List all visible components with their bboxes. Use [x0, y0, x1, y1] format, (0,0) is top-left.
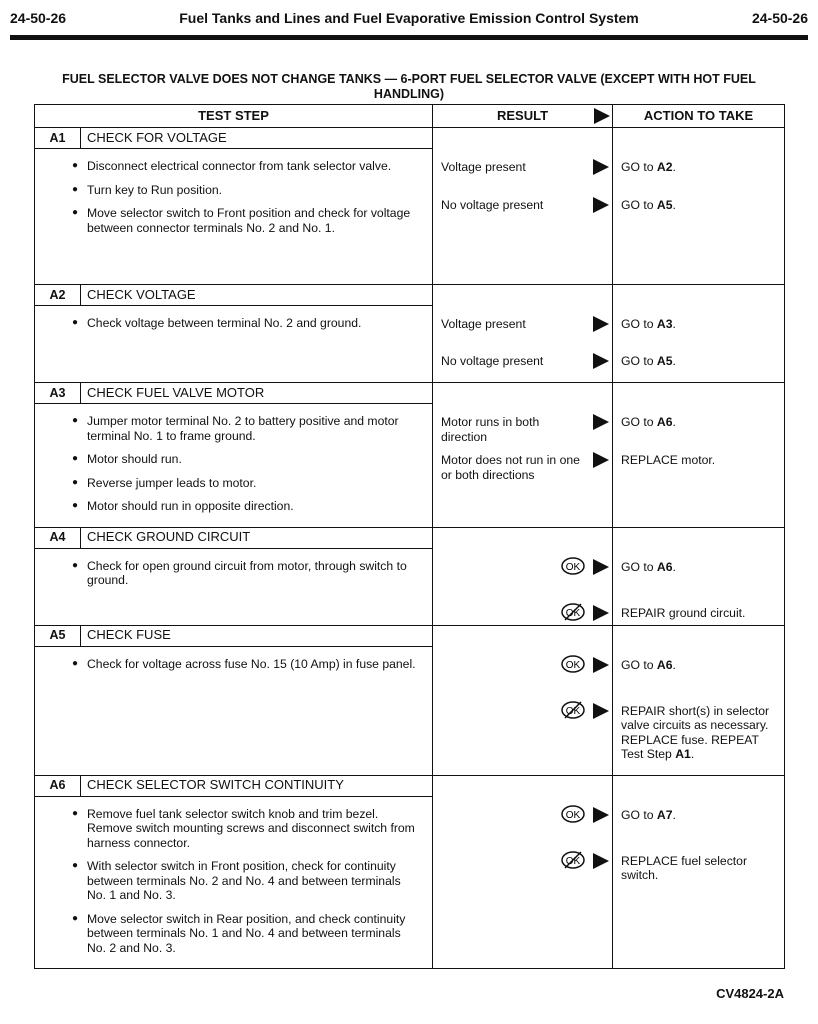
step-instruction: ● Check for voltage across fuse No. 15 (10 Amp) in fuse panel. [87, 657, 420, 672]
action-text [621, 453, 776, 468]
result-text: Voltage present [441, 317, 526, 331]
arrow-icon [593, 353, 609, 369]
col-result [433, 105, 613, 128]
action-text-main: REPAIR short(s) in selector valve circuits as necessary. REPLACE fuse. REPEAT Test Step [621, 703, 770, 761]
action-cell [613, 383, 785, 528]
step-body [35, 306, 433, 383]
action-text-main: GO to [621, 198, 657, 212]
step-instruction: ● Motor should run in opposite direction. [87, 499, 420, 514]
action-text [621, 354, 776, 369]
page-number-right: 24-50-26 [751, 10, 808, 26]
step-instruction: ● Remove fuel tank selector switch knob and trim bezel. Remove switch mounting screws and disconnect switch from harness connector. [87, 807, 420, 851]
step-instruction: ● Check for open ground circuit from motor, through switch to ground. [87, 559, 420, 588]
step-title: CHECK VOLTAGE [81, 285, 433, 306]
header-rule [10, 35, 808, 40]
svg-text:OK: OK [565, 659, 581, 671]
result-text: No voltage present [441, 354, 544, 368]
step-title: CHECK GROUND CIRCUIT [81, 527, 433, 548]
action-text-main: GO to [621, 415, 657, 429]
action-text [621, 160, 776, 175]
step-instruction: ● Motor should run. [87, 452, 420, 467]
page-header [10, 10, 808, 32]
step-id: A6 [35, 775, 81, 796]
ok-icon [561, 655, 585, 673]
step-body [35, 796, 433, 969]
section-title: FUEL SELECTOR VALVE DOES NOT CHANGE TANKS — 6-PORT FUEL SELECTOR VALVE (EXCEPT WITH HOT FUEL HANDLING) [62, 72, 756, 101]
action-text-main: GO to [621, 160, 657, 174]
action-text-main: REPLACE fuel selector switch. [621, 853, 748, 882]
test-step-table [34, 104, 785, 969]
result-text: Motor does not run in one or both directions [441, 453, 580, 482]
step-header-row [35, 128, 785, 149]
action-step-ref: A6 [656, 657, 673, 672]
svg-text:OK: OK [565, 855, 581, 867]
arrow-icon [593, 159, 609, 175]
action-text [621, 704, 776, 762]
arrow-icon [593, 316, 609, 332]
step-instruction: ● Disconnect electrical connector from tank selector valve. [87, 159, 420, 174]
action-step-ref: A6 [656, 559, 673, 574]
action-step-ref: A3 [656, 317, 673, 331]
action-step-ref: A5 [656, 198, 673, 212]
result-cell [433, 527, 613, 625]
action-text [621, 808, 776, 823]
step-id: A3 [35, 383, 81, 404]
ok-icon [561, 805, 585, 823]
step-id: A4 [35, 527, 81, 548]
action-text [621, 658, 776, 673]
step-header-row [35, 625, 785, 646]
arrow-icon [593, 197, 609, 213]
action-text-tail: . [690, 747, 695, 761]
step-id: A5 [35, 625, 81, 646]
action-text-main: GO to [621, 657, 657, 672]
action-cell [613, 775, 785, 969]
col-action: ACTION TO TAKE [613, 105, 785, 128]
action-text-main: GO to [621, 807, 657, 822]
action-text [621, 317, 776, 332]
step-header-row [35, 775, 785, 796]
svg-text:OK: OK [565, 607, 581, 619]
action-step-ref: A1 [675, 747, 691, 761]
result-text: Voltage present [441, 160, 526, 174]
action-text [621, 606, 776, 621]
action-text-tail: . [672, 657, 676, 672]
figure-code: CV4824-2A [716, 986, 784, 1001]
action-step-ref: A5 [656, 354, 673, 368]
action-text-tail: . [672, 559, 676, 574]
svg-text:OK: OK [565, 809, 581, 821]
step-body [35, 404, 433, 528]
result-cell [433, 625, 613, 775]
step-title: CHECK FUSE [81, 625, 433, 646]
step-title: CHECK SELECTOR SWITCH CONTINUITY [81, 775, 433, 796]
step-header-row [35, 285, 785, 306]
arrow-icon [593, 452, 609, 468]
step-instruction: ● Reverse jumper leads to motor. [87, 476, 420, 491]
step-body [35, 149, 433, 285]
not-ok-icon [561, 603, 585, 621]
action-text-tail: . [672, 198, 676, 212]
action-text [621, 560, 776, 575]
result-cell [433, 128, 613, 285]
step-instruction: ● With selector switch in Front position, check for continuity between terminals No. 2 and No. 4 and between terminals No. 1 and No. 3. [87, 859, 420, 903]
action-text-tail: . [672, 807, 676, 822]
svg-text:OK: OK [565, 561, 581, 573]
result-text: No voltage present [441, 198, 544, 212]
action-text-main: GO to [621, 559, 657, 574]
result-cell [433, 383, 613, 528]
action-step-ref: A6 [656, 415, 673, 429]
arrow-icon [593, 605, 609, 621]
action-text [621, 854, 776, 883]
step-id: A1 [35, 128, 81, 149]
not-ok-icon [561, 701, 585, 719]
action-step-ref: A2 [656, 160, 673, 174]
arrow-icon [593, 807, 609, 823]
result-text: Motor runs in both direction [441, 415, 540, 444]
action-text-tail: . [672, 415, 676, 429]
ok-icon [561, 557, 585, 575]
action-cell [613, 285, 785, 383]
step-id: A2 [35, 285, 81, 306]
action-cell [613, 527, 785, 625]
step-instruction: ● Turn key to Run position. [87, 183, 420, 198]
action-cell [613, 128, 785, 285]
step-header-row [35, 383, 785, 404]
action-text-main: REPAIR ground circuit. [621, 605, 746, 620]
page-number-left: 24-50-26 [10, 10, 67, 26]
col-test-step: TEST STEP [35, 105, 433, 128]
header-title: Fuel Tanks and Lines and Fuel Evaporative Emission Control System [179, 10, 639, 26]
step-header-row [35, 527, 785, 548]
action-step-ref: A7 [656, 807, 673, 822]
arrow-icon [593, 414, 609, 430]
result-cell [433, 285, 613, 383]
step-body [35, 548, 433, 625]
step-body [35, 646, 433, 775]
arrow-icon [593, 703, 609, 719]
action-text [621, 415, 776, 430]
arrow-icon [593, 657, 609, 673]
svg-text:OK: OK [565, 705, 581, 717]
action-text-main: GO to [621, 317, 657, 331]
arrow-icon [593, 853, 609, 869]
step-instruction: ● Move selector switch to Front position and check for voltage between connector terminals No. 2 and No. 1. [87, 206, 420, 235]
action-text-tail: . [672, 317, 676, 331]
step-instruction: ● Move selector switch in Rear position, and check continuity between terminals No. 1 and No. 4 and between terminals No. 2 and No. 3. [87, 912, 420, 956]
action-text [621, 198, 776, 213]
result-cell [433, 775, 613, 969]
action-text-tail: . [672, 354, 676, 368]
step-instruction: ● Check voltage between terminal No. 2 and ground. [87, 316, 420, 331]
action-cell [613, 625, 785, 775]
action-text-tail: . [672, 160, 676, 174]
action-text-main: GO to [621, 354, 657, 368]
arrow-icon [593, 559, 609, 575]
action-text-main: REPLACE motor. [621, 453, 716, 467]
step-title: CHECK FOR VOLTAGE [81, 128, 433, 149]
step-instruction: ● Jumper motor terminal No. 2 to battery positive and motor terminal No. 1 to frame ground. [87, 414, 420, 443]
arrow-icon [594, 108, 610, 124]
not-ok-icon [561, 851, 585, 869]
col-result-label: RESULT [496, 107, 549, 123]
step-title: CHECK FUEL VALVE MOTOR [81, 383, 433, 404]
